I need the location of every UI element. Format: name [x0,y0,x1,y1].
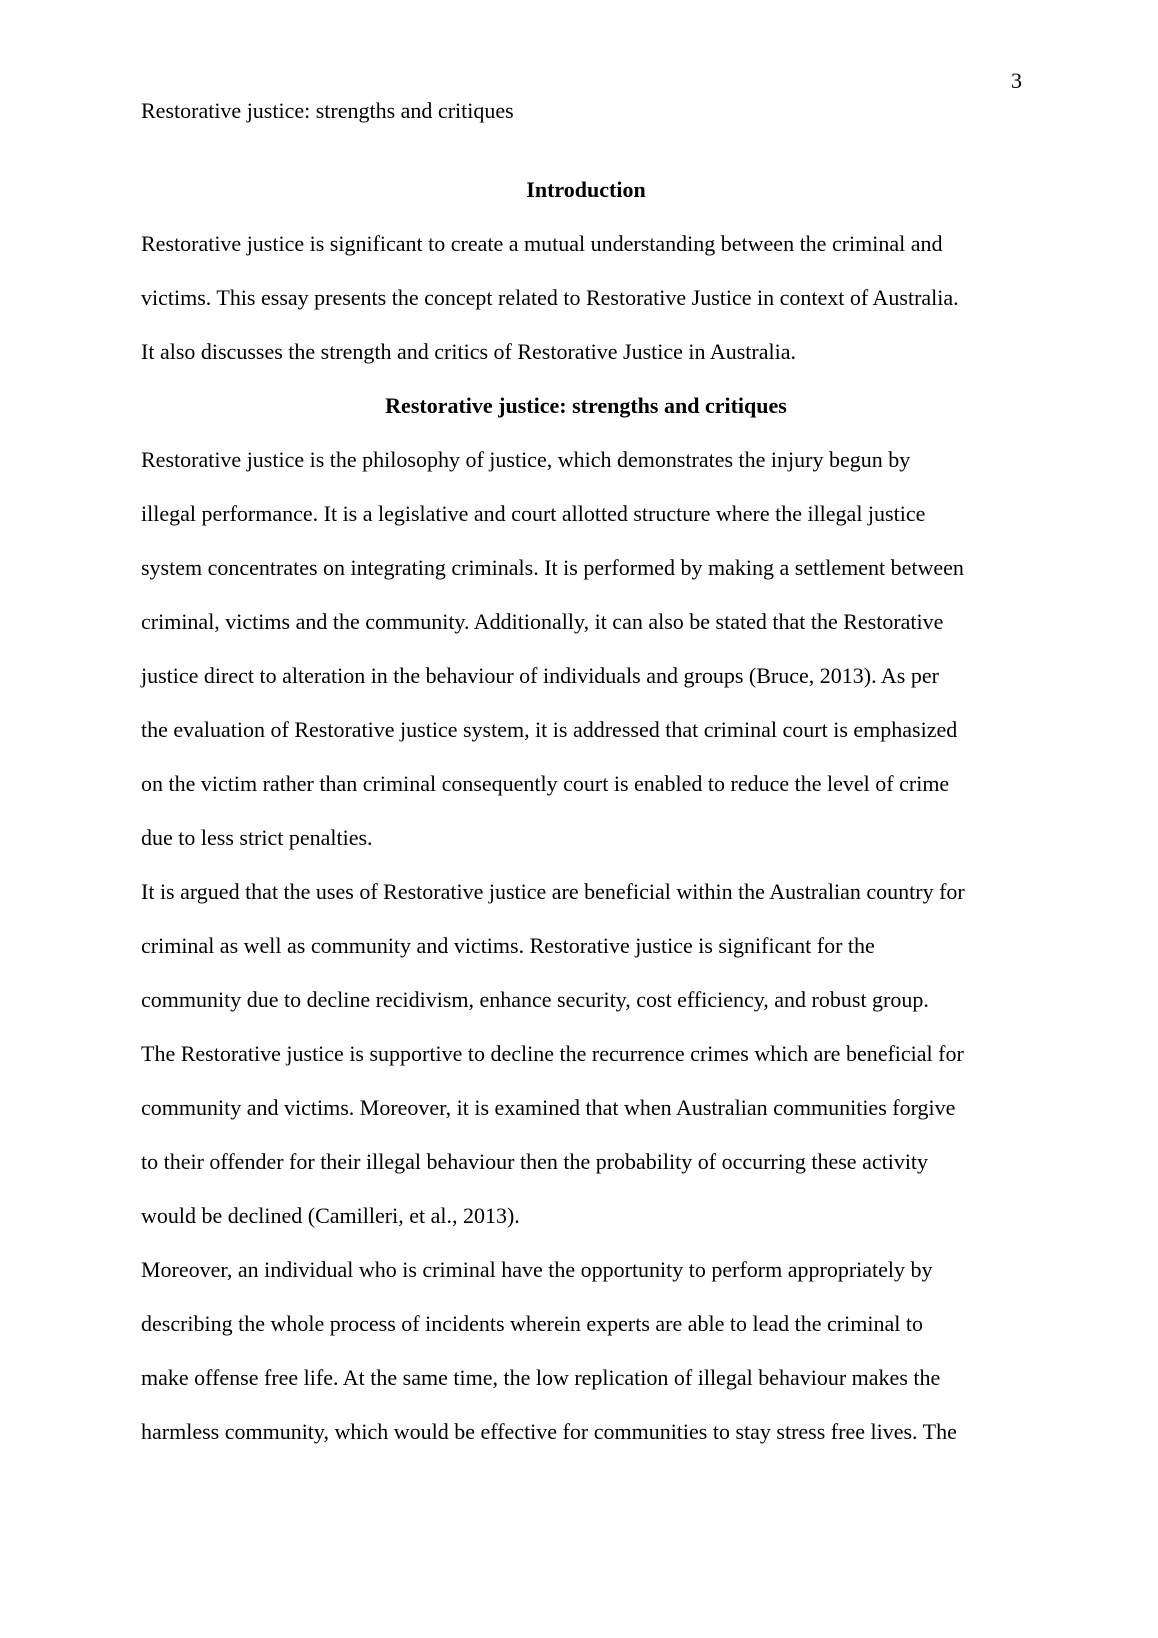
page-number: 3 [1011,68,1022,93]
text-line: criminal, victims and the community. Additionally, it can also be stated that the Restorative [141,609,944,634]
text-line: on the victim rather than criminal consequently court is enabled to reduce the level of crime [141,771,950,796]
text-line: Restorative justice is significant to create a mutual understanding between the criminal and [141,231,943,256]
text-line: criminal as well as community and victims. Restorative justice is significant for the [141,933,875,958]
text-line: justice direct to alteration in the behaviour of individuals and groups (Bruce, 2013). As per [141,663,939,688]
text-line: It also discusses the strength and critics of Restorative Justice in Australia. [141,339,796,364]
section-heading: Restorative justice: strengths and critiques [385,393,787,418]
introduction-paragraph [141,217,1031,379]
text-line: the evaluation of Restorative justice system, it is addressed that criminal court is emphasized [141,717,958,742]
document-body [141,163,1031,1459]
text-line: community due to decline recidivism, enhance security, cost efficiency, and robust group. [141,987,929,1012]
text-line: due to less strict penalties. [141,825,373,850]
text-line: make offense free life. At the same time, the low replication of illegal behaviour makes the [141,1365,941,1390]
text-line: harmless community, which would be effective for communities to stay stress free lives. The [141,1419,957,1444]
text-line: Moreover, an individual who is criminal have the opportunity to perform appropriately by [141,1257,933,1282]
text-line: illegal performance. It is a legislative and court allotted structure where the illegal justice [141,501,926,526]
introduction-heading: Introduction [526,177,646,202]
text-line: describing the whole process of incidents wherein experts are able to lead the criminal to [141,1311,923,1336]
text-line: community and victims. Moreover, it is examined that when Australian communities forgive [141,1095,956,1120]
body-paragraph [141,433,1031,865]
text-line: Restorative justice is the philosophy of justice, which demonstrates the injury begun by [141,447,911,472]
body-paragraph [141,1243,1031,1459]
body-paragraph [141,865,1031,1243]
text-line: victims. This essay presents the concept related to Restorative Justice in context of Australia. [141,285,959,310]
text-line: The Restorative justice is supportive to decline the recurrence crimes which are beneficial for [141,1041,964,1066]
text-line: It is argued that the uses of Restorative justice are beneficial within the Australian country for [141,879,965,904]
text-line: would be declined (Camilleri, et al., 2013). [141,1203,520,1228]
running-head: Restorative justice: strengths and critiques [141,98,514,123]
text-line: to their offender for their illegal behaviour then the probability of occurring these activity [141,1149,929,1174]
text-line: system concentrates on integrating criminals. It is performed by making a settlement between [141,555,964,580]
